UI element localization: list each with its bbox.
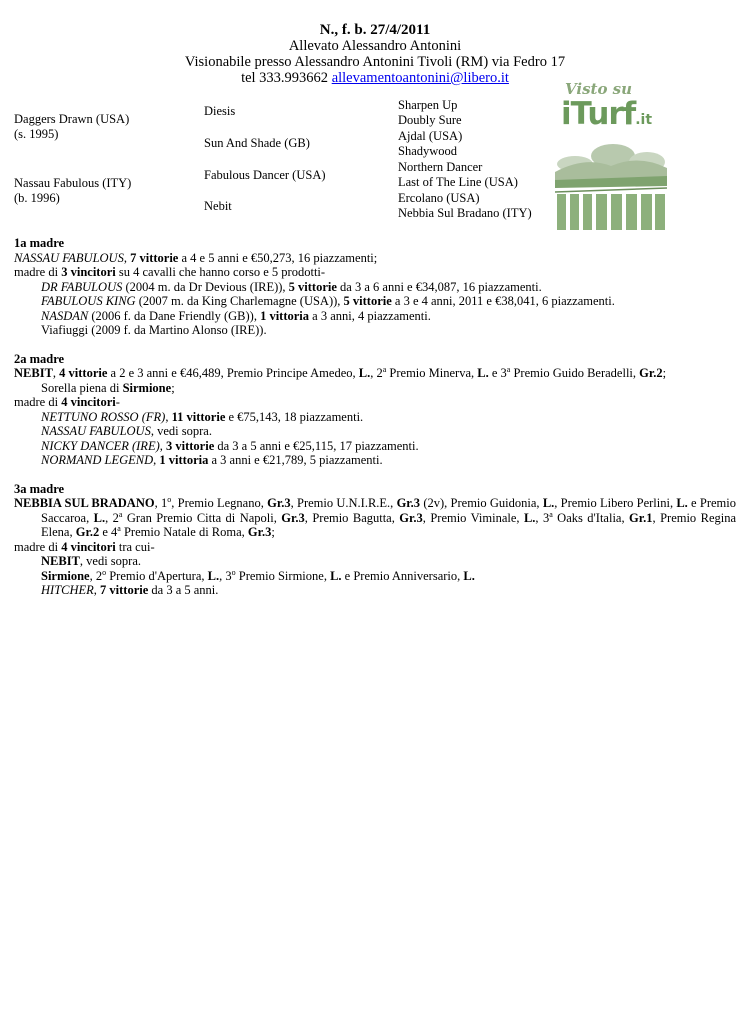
horse-name: NASSAU FABULOUS — [41, 424, 151, 438]
text: Gran Premio Citta di Napoli, — [122, 510, 282, 525]
pedigree-sire — [14, 112, 129, 141]
iturf-logo — [555, 82, 667, 232]
ordinal: o — [102, 567, 107, 577]
text: , 2 — [370, 366, 383, 380]
grade: L. — [542, 496, 555, 510]
text: , — [93, 583, 101, 597]
pedigree-table — [14, 98, 554, 228]
grade: Gr.3 — [267, 496, 291, 510]
horse-name: NETTUNO ROSSO (FR) — [41, 409, 166, 424]
great-grandparent: Northern Dancer — [398, 160, 483, 174]
text: Premio Minerva, — [386, 366, 478, 380]
dam-info: (b. 1996) — [14, 190, 60, 205]
text: , — [165, 409, 172, 424]
progeny-item — [14, 453, 736, 468]
wins: 7 vittorie — [130, 250, 179, 265]
logo-suffix: .it — [635, 112, 653, 128]
grade: L. — [358, 366, 371, 380]
text: e €75,143, 18 piazzamenti. — [225, 409, 364, 424]
text: a 3 e 4 anni, 2011 e €38,041, 6 piazzamenti. — [391, 294, 615, 308]
horse-name: HITCHER — [41, 583, 94, 597]
wins: 7 vittorie — [100, 583, 149, 597]
line — [14, 540, 736, 555]
text: , Premio Viminale, — [422, 510, 524, 525]
grade: Gr.3 — [281, 510, 305, 525]
text: Premio Guido Beradelli, — [510, 366, 640, 380]
progeny-item — [14, 583, 736, 598]
text: su 4 cavalli che hanno corso e 5 prodotti- — [115, 265, 326, 279]
great-grandparent: Sharpen Up — [398, 98, 458, 112]
text: , vedi sopra. — [150, 424, 212, 438]
text: Sorella piena di — [41, 380, 123, 395]
ordinal: o — [167, 494, 172, 504]
sire-info: (s. 1995) — [14, 126, 59, 141]
logo-top-text: Visto su — [565, 80, 633, 98]
line — [14, 496, 736, 540]
great-grandparent: Shadywood — [398, 144, 458, 158]
text: , Premio Regina Elena, — [41, 510, 737, 539]
text: da 3 a 5 anni. — [148, 583, 219, 597]
grade: L. — [93, 510, 106, 525]
horse-name: FABULOUS KING — [41, 294, 136, 308]
grade: Gr.2 — [75, 525, 100, 539]
progeny-item — [14, 554, 736, 569]
text: (2v), Premio Guidonia, — [420, 496, 543, 510]
ordinal: a — [549, 509, 553, 519]
text: ; — [662, 366, 667, 380]
horse-name: NASDAN — [41, 308, 89, 323]
text: (2007 m. da King Charlemagne (USA)), — [135, 294, 344, 308]
text: , Premio Libero Perlini, — [554, 496, 677, 510]
progeny-item — [14, 410, 736, 425]
great-grandparent: Ajdal (USA) — [398, 129, 463, 143]
wins: 3 vittorie — [166, 438, 215, 453]
wins: 5 vittorie — [343, 294, 392, 308]
text: , — [159, 438, 166, 453]
ordinal: a — [118, 509, 123, 519]
progeny-item — [14, 309, 736, 324]
horse-name: NEBBIA SUL BRADANO — [14, 496, 155, 510]
text: madre di — [14, 265, 62, 279]
text: tra cui- — [115, 539, 155, 554]
racetrack-illustration-icon — [555, 142, 667, 232]
grade: L. — [676, 496, 688, 510]
horse-name: NEBIT — [14, 366, 53, 380]
sire-name: Daggers Drawn (USA) — [14, 112, 130, 126]
grandparent: Fabulous Dancer (USA) — [204, 168, 326, 182]
text: Premio Natale di Roma, — [120, 525, 248, 539]
text: e 4 — [99, 525, 118, 539]
great-grandparent: Last of The Line (USA) — [398, 175, 518, 189]
text: e 3 — [488, 366, 507, 380]
text: (2006 f. da Dane Friendly (GB)), — [88, 308, 261, 323]
text: , 1 — [154, 496, 168, 510]
grandparent: Sun And Shade (GB) — [204, 136, 310, 150]
ordinal: o — [231, 567, 236, 577]
wins: 1 vittoria — [260, 308, 310, 323]
text: , Premio Legnano, — [171, 496, 268, 510]
great-grandparent: Doubly Sure — [398, 113, 462, 127]
text: , 2 — [105, 510, 119, 525]
grandparent: Nebit — [204, 199, 232, 213]
horse-name: DR FABULOUS — [41, 279, 123, 294]
grade: Gr.3 — [247, 525, 272, 539]
winners: 4 vincitori — [61, 395, 116, 409]
progeny-item — [14, 424, 736, 439]
text: (2004 m. da Dr Devious (IRE)), — [122, 279, 289, 294]
great-grandparent: Nebbia Sul Bradano (ITY) — [398, 206, 532, 220]
text: Premio d'Apertura, — [106, 568, 208, 583]
horse-name: NASSAU FABULOUS — [14, 250, 124, 265]
text: da 3 a 5 anni e €25,115, 17 piazzamenti. — [214, 438, 419, 453]
grade: L. — [330, 568, 342, 583]
section-title-3a-madre: 3a madre — [14, 481, 65, 496]
ordinal: a — [382, 364, 387, 374]
grade: Gr.3 — [399, 510, 423, 525]
progeny-item: Viafiuggi (2009 f. da Martino Alonso (IRE)). — [41, 323, 267, 337]
wins: 4 vittorie — [59, 366, 108, 380]
text: e Premio Saccaroa, — [41, 496, 736, 525]
pedigree-dam — [14, 176, 131, 205]
progeny-item — [14, 280, 736, 295]
text: , — [153, 453, 160, 467]
grade: Gr.1 — [629, 510, 653, 525]
page-title: N., f. b. 27/4/2011 — [319, 22, 431, 38]
breeder-line: Allevato Alessandro Antonini — [288, 38, 462, 54]
wins: 1 vittoria — [159, 453, 209, 467]
horse-name: Sirmione — [41, 568, 90, 583]
text: , Premio Bagutta, — [304, 510, 400, 525]
line — [14, 395, 736, 410]
text: madre di — [14, 539, 62, 554]
line: NASSAU FABULOUS, 7 vittorie a 4 e 5 anni e €50,273, 16 piazzamenti; — [14, 250, 378, 265]
section-title-1a-madre: 1a madre — [14, 236, 65, 250]
horse-name: Sirmione — [122, 380, 172, 395]
text: Oaks d'Italia, — [552, 510, 630, 525]
horse-name: NORMAND LEGEND — [41, 453, 154, 467]
wins: 11 vittorie — [171, 409, 226, 424]
wins: 5 vittorie — [288, 279, 337, 294]
text: , 3 — [535, 510, 550, 525]
grade: Gr.2 — [639, 366, 663, 380]
ordinal: a — [506, 364, 511, 374]
phone-text: tel 333.993662 — [241, 70, 329, 86]
line: NEBIT, 4 vittorie a 2 e 3 anni e €46,489, Premio Principe Amedeo, L., 2$^a$ Premio Minerva, L. e 3$^a$ Premio Guido Beradelli, Gr.2; Sorella piena di Sirmione; — [14, 364, 667, 395]
horse-name: NEBIT — [41, 554, 80, 568]
grade: L. — [207, 568, 220, 583]
text: madre di — [14, 395, 62, 409]
line — [14, 265, 736, 280]
text: , vedi sopra. — [79, 554, 142, 568]
location-line: Visionabile presso Alessandro Antonini Tivoli (RM) via Fedro 17 — [184, 54, 566, 70]
text: , 3 — [219, 568, 232, 583]
grade: L. — [463, 568, 475, 583]
section-title-2a-madre: 2a madre — [14, 351, 65, 366]
email-link[interactable]: allevamentoantonini@libero.it — [331, 70, 509, 86]
text: Premio Sirmione, — [235, 568, 331, 583]
grade: Gr.3 — [396, 496, 421, 510]
text: da 3 a 6 anni e €34,087, 16 piazzamenti. — [336, 279, 542, 294]
text: a 2 e 3 anni e €46,489, Premio Principe Amedeo, — [107, 366, 359, 380]
winners: 4 vincitori — [61, 539, 116, 554]
progeny-item — [14, 569, 736, 584]
text: a 3 anni, 4 piazzamenti. — [309, 308, 431, 323]
grandparent: Diesis — [204, 104, 236, 118]
header — [0, 22, 750, 86]
horse-name: NICKY DANCER (IRE) — [41, 438, 160, 453]
text: a 4 e 5 anni e €50,273, 16 piazzamenti; — [178, 250, 378, 265]
dam-name: Nassau Fabulous (ITY) — [14, 176, 132, 190]
ordinal: a — [117, 523, 121, 533]
grade: L. — [523, 510, 536, 525]
progeny-item — [14, 439, 736, 454]
grade: L. — [477, 366, 489, 380]
logo-brand — [561, 96, 652, 138]
text: ; — [271, 525, 275, 539]
text: ; — [171, 380, 175, 395]
winners: 3 vincitori — [61, 265, 116, 279]
text: , Premio U.N.I.R.E., — [290, 496, 397, 510]
great-grandparent: Ercolano (USA) — [398, 191, 480, 205]
text: , 2 — [89, 568, 103, 583]
text: e Premio Anniversario, — [341, 568, 464, 583]
text: a 3 anni e €21,789, 5 piazzamenti. — [208, 453, 383, 467]
content — [14, 236, 736, 598]
text: - — [115, 395, 120, 409]
logo-brand-text: iTurf — [561, 96, 636, 132]
progeny-item — [14, 294, 736, 309]
